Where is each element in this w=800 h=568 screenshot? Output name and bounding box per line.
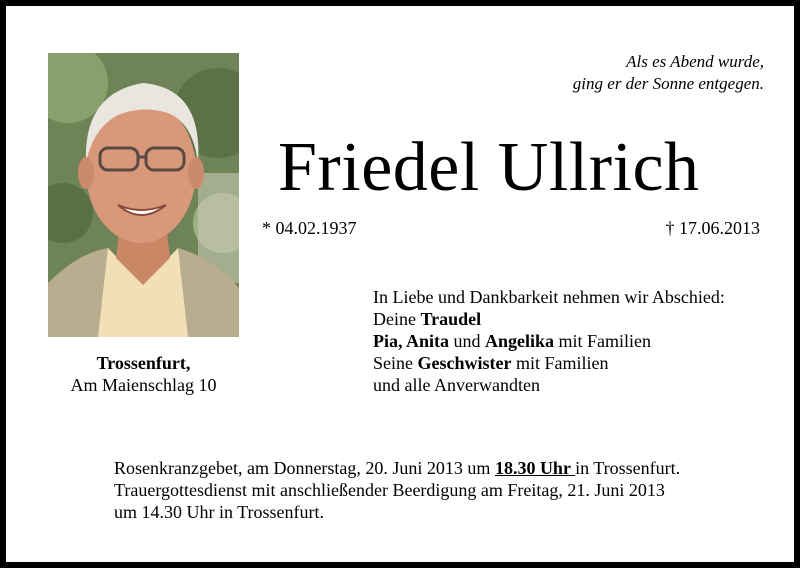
residence-street: Am Maienschlag 10 xyxy=(70,375,217,395)
text: Seine xyxy=(373,353,418,373)
spouse-name: Traudel xyxy=(420,309,482,329)
funeral-line: Trauergottesdienst mit anschließender Beerdigung am Freitag, 21. Juni 2013 xyxy=(114,480,665,500)
birth-date xyxy=(262,218,357,239)
portrait-photo xyxy=(48,53,239,337)
child-name: Angelika xyxy=(485,331,555,351)
mourners-line-children xyxy=(373,330,725,352)
mourners-block xyxy=(373,286,725,396)
memorial-quote xyxy=(573,51,764,95)
rosary-time: 18.30 Uhr xyxy=(494,458,576,478)
birth-date-value: 04.02.1937 xyxy=(275,218,357,238)
service-info xyxy=(114,457,680,523)
birth-symbol: * xyxy=(262,218,271,238)
children-names: Pia, Anita xyxy=(373,331,450,351)
text: und xyxy=(449,331,486,351)
text: mit Familien xyxy=(511,353,609,373)
mourners-intro: In Liebe und Dankbarkeit nehmen wir Abschied: xyxy=(373,287,725,307)
quote-line-1: Als es Abend wurde, xyxy=(626,52,764,71)
text: Rosenkranzgebet, am Donnerstag, 20. Juni 2013 um xyxy=(114,458,495,478)
text: Deine xyxy=(373,309,421,329)
text: mit Familien xyxy=(554,331,652,351)
text: in Trossenfurt. xyxy=(575,458,681,478)
quote-line-2: ging er der Sonne entgegen. xyxy=(572,74,764,93)
cross-icon: † xyxy=(665,218,675,238)
residence xyxy=(48,352,239,396)
mourners-line-siblings xyxy=(373,352,725,374)
death-date xyxy=(666,218,761,239)
residence-town: Trossenfurt, xyxy=(96,353,191,373)
deceased-name: Friedel Ullrich xyxy=(278,129,700,206)
death-date-value: 17.06.2013 xyxy=(679,218,760,238)
funeral-time-line: um 14.30 Uhr in Trossenfurt. xyxy=(114,502,325,522)
mourners-line-spouse xyxy=(373,308,725,330)
rosary-line xyxy=(114,457,680,479)
mourners-line-relatives: und alle Anverwandten xyxy=(373,375,540,395)
siblings-label: Geschwister xyxy=(417,353,512,373)
